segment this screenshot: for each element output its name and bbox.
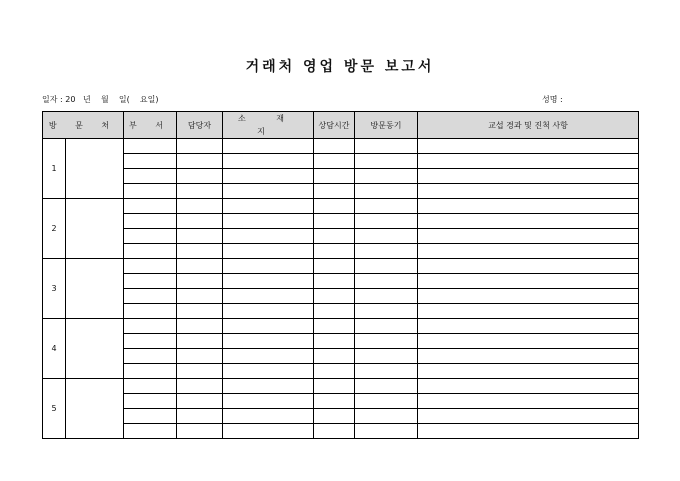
- visit-motive-cell[interactable]: [355, 349, 418, 364]
- visit-motive-cell[interactable]: [355, 154, 418, 169]
- progress-cell[interactable]: [418, 199, 639, 214]
- progress-cell[interactable]: [418, 364, 639, 379]
- table-row: [43, 334, 639, 349]
- visit-motive-cell[interactable]: [355, 304, 418, 319]
- visit-place-cell[interactable]: [66, 199, 124, 259]
- consult-time-cell[interactable]: [314, 304, 355, 319]
- department-cell[interactable]: [124, 199, 177, 214]
- department-cell[interactable]: [124, 379, 177, 394]
- progress-cell[interactable]: [418, 244, 639, 259]
- progress-cell[interactable]: [418, 409, 639, 424]
- location-cell[interactable]: [223, 184, 314, 199]
- consult-time-cell[interactable]: [314, 424, 355, 439]
- location-cell[interactable]: [223, 259, 314, 274]
- table-row: [43, 379, 639, 394]
- location-cell[interactable]: [223, 244, 314, 259]
- consult-time-cell[interactable]: [314, 394, 355, 409]
- table-row: [43, 304, 639, 319]
- consult-time-cell[interactable]: [314, 259, 355, 274]
- table-row: [43, 364, 639, 379]
- table-row: [43, 274, 639, 289]
- visit-report-table: [42, 111, 639, 439]
- person-cell[interactable]: [177, 319, 223, 334]
- progress-cell[interactable]: [418, 169, 639, 184]
- progress-cell[interactable]: [418, 139, 639, 154]
- progress-cell[interactable]: [418, 424, 639, 439]
- department-cell[interactable]: [124, 184, 177, 199]
- visit-group-number: 5: [43, 379, 66, 439]
- visit-motive-cell[interactable]: [355, 319, 418, 334]
- visit-motive-cell[interactable]: [355, 364, 418, 379]
- visit-place-cell[interactable]: [66, 139, 124, 199]
- person-cell[interactable]: [177, 244, 223, 259]
- visit-motive-cell[interactable]: [355, 424, 418, 439]
- progress-cell[interactable]: [418, 379, 639, 394]
- visit-motive-cell[interactable]: [355, 334, 418, 349]
- department-cell[interactable]: [124, 334, 177, 349]
- progress-cell[interactable]: [418, 334, 639, 349]
- location-cell[interactable]: [223, 274, 314, 289]
- location-cell[interactable]: [223, 334, 314, 349]
- visit-place-cell[interactable]: [66, 319, 124, 379]
- progress-cell[interactable]: [418, 274, 639, 289]
- progress-cell[interactable]: [418, 259, 639, 274]
- consult-time-cell[interactable]: [314, 244, 355, 259]
- header-row: [43, 112, 639, 139]
- consult-time-cell[interactable]: [314, 319, 355, 334]
- person-cell[interactable]: [177, 229, 223, 244]
- department-cell[interactable]: [124, 424, 177, 439]
- table-row: [43, 184, 639, 199]
- department-cell[interactable]: [124, 169, 177, 184]
- department-cell[interactable]: [124, 259, 177, 274]
- table-row: [43, 214, 639, 229]
- consult-time-cell[interactable]: [314, 139, 355, 154]
- person-cell[interactable]: [177, 379, 223, 394]
- person-cell[interactable]: [177, 394, 223, 409]
- table-row: [43, 199, 639, 214]
- department-cell[interactable]: [124, 139, 177, 154]
- visit-motive-cell[interactable]: [355, 244, 418, 259]
- consult-time-cell[interactable]: [314, 154, 355, 169]
- department-cell[interactable]: [124, 154, 177, 169]
- person-cell[interactable]: [177, 184, 223, 199]
- location-cell[interactable]: [223, 364, 314, 379]
- location-cell[interactable]: [223, 214, 314, 229]
- location-cell[interactable]: [223, 319, 314, 334]
- progress-cell[interactable]: [418, 319, 639, 334]
- visit-motive-cell[interactable]: [355, 289, 418, 304]
- header-consult-time: 상담시간: [314, 112, 355, 139]
- person-cell[interactable]: [177, 424, 223, 439]
- date-line: 일자 : 20 년 월 일( 요일): [42, 95, 159, 104]
- visit-motive-cell[interactable]: [355, 169, 418, 184]
- progress-cell[interactable]: [418, 394, 639, 409]
- visit-group-number: 1: [43, 139, 66, 199]
- person-cell[interactable]: [177, 304, 223, 319]
- header-negotiation-progress: 교섭 경과 및 진척 사항: [418, 112, 639, 139]
- visit-group-number: 2: [43, 199, 66, 259]
- progress-cell[interactable]: [418, 349, 639, 364]
- table-row: [43, 349, 639, 364]
- table-row: [43, 244, 639, 259]
- location-cell[interactable]: [223, 409, 314, 424]
- visit-motive-cell[interactable]: [355, 214, 418, 229]
- consult-time-cell[interactable]: [314, 214, 355, 229]
- report-body: [43, 139, 639, 439]
- visit-group-number: 4: [43, 319, 66, 379]
- person-cell[interactable]: [177, 334, 223, 349]
- department-cell[interactable]: [124, 364, 177, 379]
- consult-time-cell[interactable]: [314, 274, 355, 289]
- table-row: [43, 319, 639, 334]
- person-cell[interactable]: [177, 289, 223, 304]
- person-cell[interactable]: [177, 169, 223, 184]
- location-cell[interactable]: [223, 304, 314, 319]
- location-cell[interactable]: [223, 199, 314, 214]
- location-cell[interactable]: [223, 394, 314, 409]
- department-cell[interactable]: [124, 349, 177, 364]
- department-cell[interactable]: [124, 319, 177, 334]
- visit-group-number: 3: [43, 259, 66, 319]
- department-cell[interactable]: [124, 394, 177, 409]
- consult-time-cell[interactable]: [314, 334, 355, 349]
- visit-motive-cell[interactable]: [355, 379, 418, 394]
- department-cell[interactable]: [124, 229, 177, 244]
- consult-time-cell[interactable]: [314, 379, 355, 394]
- header-person-in-charge: 담당자: [177, 112, 223, 139]
- table-row: [43, 394, 639, 409]
- signature-label: 성명 :: [542, 95, 563, 104]
- person-cell[interactable]: [177, 409, 223, 424]
- consult-time-cell[interactable]: [314, 184, 355, 199]
- visit-place-cell[interactable]: [66, 379, 124, 439]
- header-department: 부 서: [124, 112, 177, 139]
- person-cell[interactable]: [177, 139, 223, 154]
- department-cell[interactable]: [124, 274, 177, 289]
- progress-cell[interactable]: [418, 304, 639, 319]
- consult-time-cell[interactable]: [314, 409, 355, 424]
- header-location: 소 재 지: [223, 112, 314, 139]
- consult-time-cell[interactable]: [314, 364, 355, 379]
- consult-time-cell[interactable]: [314, 349, 355, 364]
- location-cell[interactable]: [223, 379, 314, 394]
- document-title: 거래처 영업 방문 보고서: [245, 59, 435, 75]
- table-row: [43, 154, 639, 169]
- visit-motive-cell[interactable]: [355, 394, 418, 409]
- department-cell[interactable]: [124, 244, 177, 259]
- person-cell[interactable]: [177, 274, 223, 289]
- location-cell[interactable]: [223, 154, 314, 169]
- visit-motive-cell[interactable]: [355, 274, 418, 289]
- table-row: [43, 229, 639, 244]
- person-cell[interactable]: [177, 199, 223, 214]
- location-cell[interactable]: [223, 424, 314, 439]
- department-cell[interactable]: [124, 304, 177, 319]
- progress-cell[interactable]: [418, 184, 639, 199]
- table-row: [43, 289, 639, 304]
- visit-motive-cell[interactable]: [355, 139, 418, 154]
- progress-cell[interactable]: [418, 214, 639, 229]
- person-cell[interactable]: [177, 259, 223, 274]
- department-cell[interactable]: [124, 289, 177, 304]
- visit-motive-cell[interactable]: [355, 199, 418, 214]
- person-cell[interactable]: [177, 364, 223, 379]
- location-cell[interactable]: [223, 349, 314, 364]
- progress-cell[interactable]: [418, 229, 639, 244]
- location-cell[interactable]: [223, 169, 314, 184]
- visit-motive-cell[interactable]: [355, 409, 418, 424]
- person-cell[interactable]: [177, 154, 223, 169]
- table-row: [43, 259, 639, 274]
- table-row: [43, 409, 639, 424]
- consult-time-cell[interactable]: [314, 229, 355, 244]
- visit-place-cell[interactable]: [66, 259, 124, 319]
- consult-time-cell[interactable]: [314, 289, 355, 304]
- header-visit-place: 방 문 처: [43, 112, 124, 139]
- location-cell[interactable]: [223, 139, 314, 154]
- visit-motive-cell[interactable]: [355, 229, 418, 244]
- consult-time-cell[interactable]: [314, 199, 355, 214]
- table-row: [43, 139, 639, 154]
- consult-time-cell[interactable]: [314, 169, 355, 184]
- table-row: [43, 424, 639, 439]
- progress-cell[interactable]: [418, 154, 639, 169]
- table-row: [43, 169, 639, 184]
- department-cell[interactable]: [124, 214, 177, 229]
- visit-motive-cell[interactable]: [355, 184, 418, 199]
- department-cell[interactable]: [124, 409, 177, 424]
- header-visit-motive: 방문동기: [355, 112, 418, 139]
- progress-cell[interactable]: [418, 289, 639, 304]
- location-cell[interactable]: [223, 289, 314, 304]
- person-cell[interactable]: [177, 214, 223, 229]
- person-cell[interactable]: [177, 349, 223, 364]
- location-cell[interactable]: [223, 229, 314, 244]
- visit-motive-cell[interactable]: [355, 259, 418, 274]
